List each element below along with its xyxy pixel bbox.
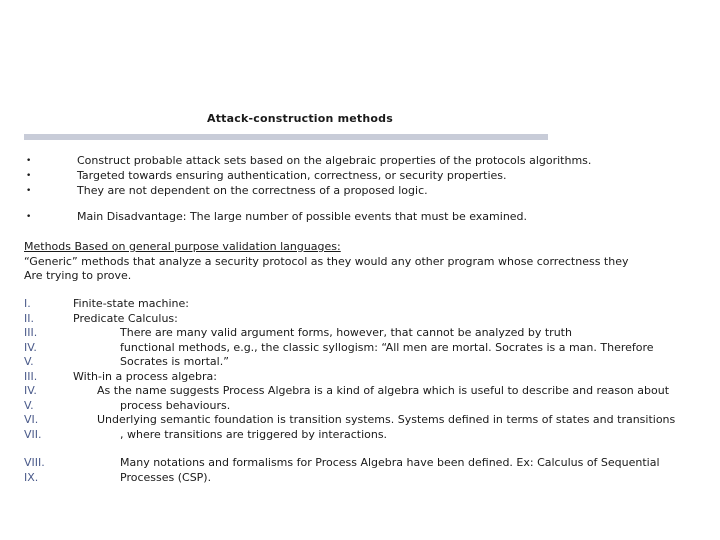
methods-heading: Methods Based on general purpose validation languages: — [24, 240, 341, 253]
outline-text: Predicate Calculus: — [73, 311, 178, 325]
bullet-text: They are not dependent on the correctness of a proposed logic. — [77, 184, 428, 197]
outline-text: functional methods, e.g., the classic syllogism: “All men are mortal. Socrates is a man. Therefore — [120, 340, 654, 354]
outline-number: IV. — [24, 340, 37, 354]
outline-number: III. — [24, 326, 38, 339]
bullet-text: Main Disadvantage: The large number of possible events that must be examined. — [77, 210, 528, 223]
bullet-marker: • — [26, 156, 32, 166]
methods-line: “Generic” methods that analyze a security protocol as they would any other program whose correctness they — [24, 254, 629, 268]
outline-text: Underlying semantic foundation is transition systems. Systems defined in terms of states and transitions — [97, 413, 676, 426]
bullet-text: Targeted towards ensuring authentication, correctness, or security properties. — [77, 169, 507, 182]
outline-text: Processes (CSP). — [120, 470, 212, 484]
outline-number: IV. — [24, 384, 37, 397]
outline-number: VII. — [24, 427, 42, 441]
outline-text: There are many valid argument forms, however, that cannot be analyzed by truth — [120, 326, 572, 339]
outline-text: process behaviours. — [120, 398, 231, 412]
bullet-text: Construct probable attack sets based on the algebraic properties of the protocols algorithms. — [77, 154, 592, 167]
bullet-marker: • — [26, 171, 32, 181]
outline-number: IX. — [24, 470, 39, 484]
outline-number: V. — [24, 355, 34, 368]
bullet-marker: • — [26, 186, 32, 196]
outline-text: Socrates is mortal.” — [120, 355, 229, 368]
outline-number: VI. — [24, 413, 39, 426]
bullet-marker: • — [26, 212, 32, 222]
outline-number: III. — [24, 369, 38, 383]
methods-paragraph — [24, 240, 628, 284]
outline-number: I. — [24, 297, 31, 310]
slide-title: Attack-construction methods — [207, 112, 393, 125]
outline-text: As the name suggests Process Algebra is a kind of algebra which is useful to describe and reason about — [97, 384, 670, 397]
outline-text: Finite-state machine: — [73, 297, 189, 310]
outline-text: With-in a process algebra: — [73, 369, 217, 383]
title-divider — [24, 134, 548, 140]
outline-text: , where transitions are triggered by interactions. — [120, 427, 388, 441]
outline-number: II. — [24, 311, 34, 325]
outline-number: VIII. — [24, 456, 45, 469]
methods-line: Are trying to prove. — [24, 269, 132, 282]
outline-number: V. — [24, 398, 34, 412]
outline-text: Many notations and formalisms for Process Algebra have been defined. Ex: Calculus of Sequential — [120, 456, 660, 469]
